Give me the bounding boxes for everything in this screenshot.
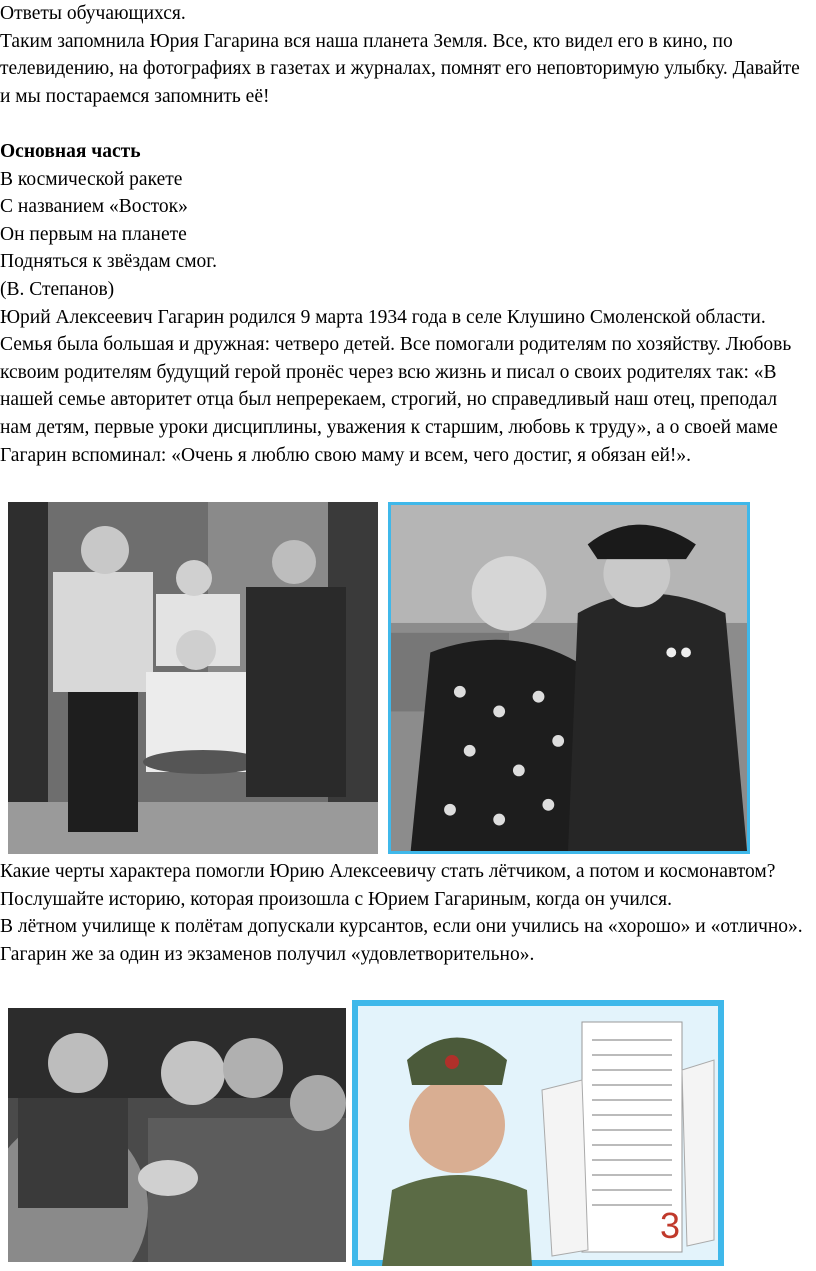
poem-line: В космической ракете — [0, 168, 183, 190]
story-paragraph: В лётном училище к полётам допускали курсантов, если они учились на «хорошо» и «отлично». Гагарин же за один из экзаменов получил «удовлетворительно». — [0, 916, 803, 965]
biography-paragraph: Юрий Алексеевич Гагарин родился 9 марта 1934 года в селе Клушино Смоленской области. Семья была большая и дружная: четверо детей. Все помогали родителям по хозяйству. Любовь ксвоим родителям будущий герой пронёс через всю жизнь и писал о своих родителях так: «В нашей семье авторитет отца был непререкаем, строгий, но справедливый наш отец, преподал нам детям, первые уроки дисциплины, уважения к старшим, любовь к труду», а о своей маме Гагарин вспоминал: «Очень я люблю свою маму и всем, чего достиг, я обязан ей!». — [0, 306, 792, 466]
poem-line: Он первым на планете — [0, 223, 187, 245]
poem-author: (В. Степанов) — [0, 278, 115, 300]
intro-paragraph: Таким запомнила Юрия Гагарина вся наша планета Земля. Все, кто видел его в кино, по телевидению, на фотографиях в газетах и журналах, помнят его неповторимую улыбку. Давайте и мы постараемся запомнить её! — [0, 30, 800, 107]
family-photo — [8, 502, 378, 854]
main-heading: Основная часть — [0, 140, 141, 162]
intro-block — [0, 0, 810, 469]
portrait-notes-photo — [352, 1000, 724, 1266]
mother-photo — [388, 502, 750, 854]
poem-line: Подняться к звёздам смог. — [0, 251, 217, 273]
intro-heading: Ответы обучающихся. — [0, 3, 186, 24]
cadets-photo — [8, 1008, 346, 1262]
section2-block — [0, 858, 810, 968]
poem-line: С названием «Восток» — [0, 196, 188, 218]
grade-mark: 3 — [660, 1205, 681, 1246]
question-paragraph: Какие черты характера помогли Юрию Алексеевичу стать лётчиком, а потом и космонавтом? Послушайте историю, которая произошла с Юрием Гагариным, когда он учился. — [0, 861, 776, 910]
